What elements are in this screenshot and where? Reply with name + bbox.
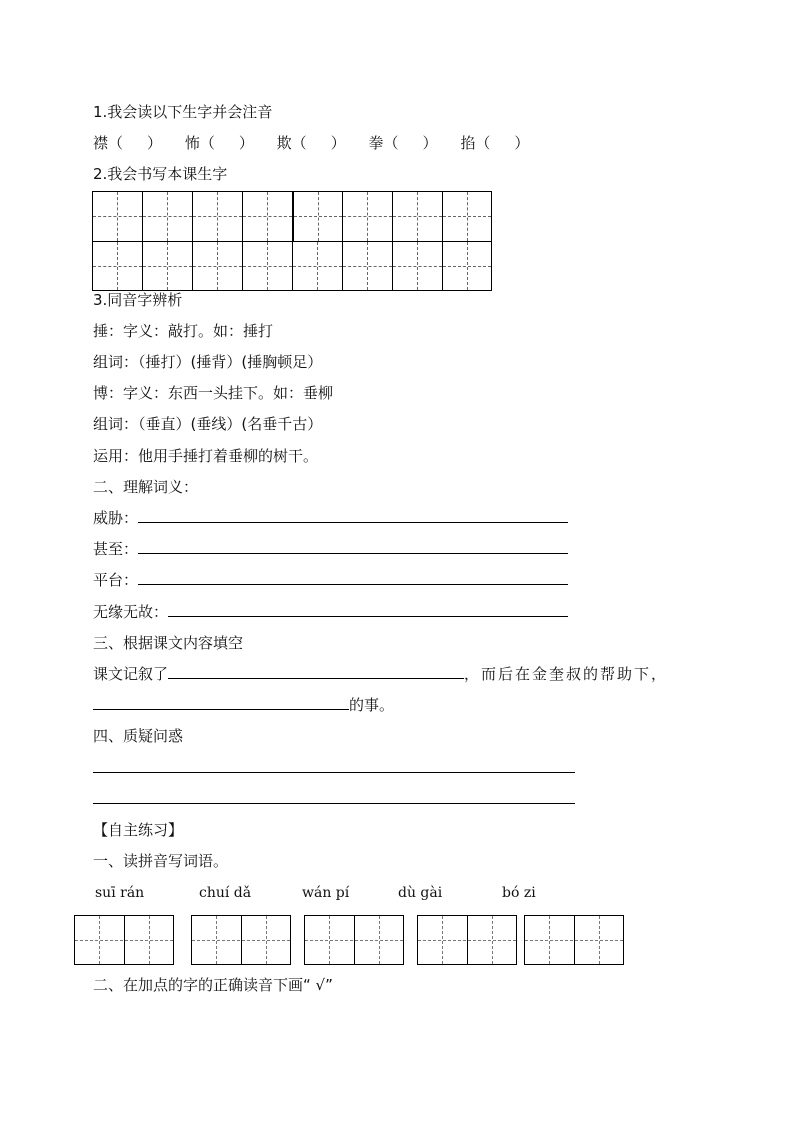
fill-text: ，而后在金奎叔的帮助下， (464, 665, 669, 683)
char-item: 拳（ ） (368, 134, 438, 152)
answer-blank[interactable] (168, 602, 568, 617)
term-row (93, 508, 568, 528)
writing-square[interactable] (342, 191, 392, 241)
section3-line1: 捶：字义：敲打。如：捶打 (93, 322, 274, 340)
char-item: 襟（ ） (93, 134, 163, 152)
answer-blank[interactable] (138, 570, 568, 585)
writing-square[interactable] (192, 191, 242, 241)
pinyin-answer-box[interactable] (524, 915, 624, 965)
writing-square[interactable] (392, 191, 442, 241)
section1-title: 1.我会读以下生字并会注音 (93, 103, 273, 121)
writing-square[interactable] (292, 191, 342, 241)
writing-grid[interactable] (92, 191, 492, 291)
term-label: 无缘无故： (93, 603, 169, 621)
section3-line3: 博：字义：东西一头挂下。如：垂柳 (93, 384, 334, 402)
writing-square[interactable] (92, 191, 142, 241)
answer-line[interactable] (93, 803, 575, 804)
term-label: 平台： (93, 571, 139, 589)
part4-title: 四、质疑问惑 (93, 727, 184, 745)
part2-title: 二、理解词义： (93, 478, 199, 496)
pinyin-item: wán pí (302, 885, 350, 901)
answer-line[interactable] (93, 772, 575, 773)
practice-q1: 一、读拼音写词语。 (93, 852, 229, 870)
section3-line2: 组词：（捶打）(捶背）(捶胸顿足） (93, 353, 323, 371)
part3-fill-line2 (93, 695, 394, 715)
term-row (93, 539, 568, 559)
term-row (93, 602, 568, 622)
char-item: 欺（ ） (276, 134, 346, 152)
writing-square[interactable] (242, 191, 292, 241)
writing-square[interactable] (242, 241, 292, 291)
pinyin-answer-box[interactable] (191, 915, 291, 965)
char-item: 怖（ ） (184, 134, 254, 152)
pinyin-item: bó zi (502, 885, 536, 901)
section3-line5: 运用：他用手捶打着垂柳的树干。 (93, 447, 319, 465)
writing-square[interactable] (392, 241, 442, 291)
pinyin-item: dù gài (398, 885, 443, 901)
writing-square[interactable] (342, 241, 392, 291)
writing-square[interactable] (442, 241, 492, 291)
answer-blank[interactable] (93, 695, 349, 710)
answer-blank[interactable] (138, 508, 568, 523)
writing-square[interactable] (92, 241, 142, 291)
writing-square[interactable] (292, 241, 342, 291)
fill-text: 的事。 (349, 696, 395, 714)
writing-square[interactable] (142, 241, 192, 291)
section2-title: 2.我会书写本课生字 (93, 165, 228, 183)
fill-text: 课文记叙了 (93, 665, 169, 683)
pronunciation-row (93, 133, 529, 153)
section3-line4: 组词：（垂直）(垂线）(名垂千古） (93, 415, 323, 433)
practice-q2: 二、在加点的字的正确读音下画“ √” (93, 976, 333, 994)
section3-title: 3.同音字辨析 (93, 291, 183, 309)
pinyin-answer-box[interactable] (417, 915, 517, 965)
answer-blank[interactable] (138, 539, 568, 554)
pinyin-item: suī rán (95, 885, 145, 901)
term-label: 威胁： (93, 509, 139, 527)
term-label: 甚至： (93, 540, 139, 558)
pinyin-answer-box[interactable] (304, 915, 404, 965)
pinyin-item: chuí dǎ (199, 885, 252, 901)
part3-title: 三、根据课文内容填空 (93, 634, 244, 652)
writing-square[interactable] (192, 241, 242, 291)
practice-title: 【自主练习】 (93, 821, 184, 839)
pinyin-answer-box[interactable] (74, 915, 174, 965)
char-item: 掐（ ） (460, 134, 530, 152)
term-row (93, 570, 568, 590)
answer-blank[interactable] (168, 664, 464, 679)
writing-square[interactable] (142, 191, 192, 241)
part3-fill-line1 (93, 664, 668, 684)
writing-square[interactable] (442, 191, 492, 241)
